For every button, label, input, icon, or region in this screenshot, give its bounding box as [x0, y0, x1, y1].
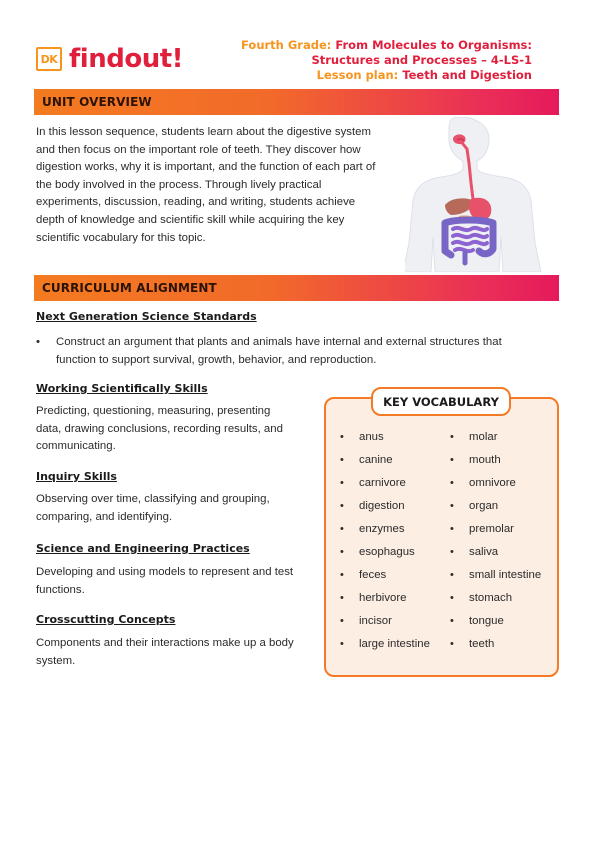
bullet-dot: • [450, 522, 454, 535]
wss-text: Predicting, questioning, measuring, presenting data, drawing conclusions, recording results, and communicating. [36, 405, 283, 453]
vocabulary-item [450, 563, 541, 586]
bullet-dot: • [450, 476, 454, 489]
vocabulary-term: saliva [469, 545, 499, 558]
vocabulary-item [340, 425, 430, 448]
bullet-dot: • [450, 499, 454, 512]
bullet-dot: • [340, 637, 344, 650]
bullet-dot: • [340, 499, 344, 512]
vocabulary-term: organ [469, 499, 499, 512]
unit-overview-text: In this lesson sequence, students learn about the digestive system and then focus on the important role of teeth. They discover how digestion works, why it is important, and the function of each part of the body involved in the process. Through lively practical experiments, discussion, reading, and writing, students achieve depth of knowledge and scientific skill while acquiring the key scientific vocabulary for this topic. [36, 126, 376, 244]
vocabulary-term: herbivore [359, 591, 407, 604]
vocabulary-item [450, 586, 541, 609]
bullet-dot: • [340, 476, 344, 489]
bullet-dot: • [340, 430, 344, 443]
bullet-dot: • [450, 453, 454, 466]
vocabulary-term: esophagus [359, 545, 415, 558]
vocabulary-item [340, 517, 430, 540]
ngss-bullet-text: Construct an argument that plants and animals have internal and external structures that function to support survival, growth, behavior, and reproduction. [56, 336, 502, 366]
vocabulary-item [450, 609, 541, 632]
ngss-bullet-item [36, 334, 536, 369]
bullet-dot: • [450, 637, 454, 650]
digestive-system-illustration [405, 117, 555, 272]
sep-heading: Science and Engineering Practices [36, 542, 250, 555]
vocabulary-item [340, 540, 430, 563]
vocabulary-term: tongue [469, 614, 504, 627]
vocabulary-term: carnivore [359, 476, 406, 489]
vocabulary-item [340, 586, 430, 609]
vocabulary-item [450, 517, 541, 540]
inquiry-heading: Inquiry Skills [36, 470, 117, 483]
vocabulary-item [340, 563, 430, 586]
vocabulary-column-1 [340, 425, 430, 655]
title-line-3: Lesson plan: Teeth and Digestion [316, 68, 532, 82]
vocabulary-term: incisor [359, 614, 392, 627]
bullet-dot: • [340, 545, 344, 558]
vocabulary-item [340, 471, 430, 494]
cc-heading: Crosscutting Concepts [36, 613, 176, 626]
bullet-dot: • [450, 568, 454, 581]
unit-overview-heading: UNIT OVERVIEW [42, 95, 152, 109]
key-vocabulary-title: KEY VOCABULARY [371, 387, 511, 416]
vocabulary-term: feces [359, 568, 387, 581]
curriculum-alignment-bar [34, 275, 559, 301]
vocabulary-term: stomach [469, 591, 513, 604]
wss-heading: Working Scientifically Skills [36, 382, 208, 395]
vocabulary-term: large intestine [359, 637, 430, 650]
vocabulary-item [450, 540, 541, 563]
vocabulary-item [450, 494, 541, 517]
bullet-dot: • [450, 545, 454, 558]
bullet-dot: • [340, 522, 344, 535]
title-line-1: Fourth Grade: From Molecules to Organisms: [241, 38, 532, 52]
curriculum-alignment-heading: CURRICULUM ALIGNMENT [42, 281, 217, 295]
bullet-dot: • [450, 614, 454, 627]
body-silhouette-icon [405, 117, 555, 272]
ngss-heading: Next Generation Science Standards [36, 310, 257, 323]
vocabulary-item [340, 494, 430, 517]
title-line-2: Structures and Processes – 4-LS-1 [311, 53, 532, 67]
vocabulary-term: teeth [469, 637, 495, 650]
bullet-dot: • [450, 591, 454, 604]
vocabulary-item [340, 632, 430, 655]
vocabulary-term: anus [359, 430, 384, 443]
cc-text: Components and their interactions make up a body system. [36, 637, 294, 667]
vocabulary-item [450, 425, 541, 448]
bullet-dot: • [340, 614, 344, 627]
logo-wordmark: findout! [69, 44, 184, 74]
bullet-dot: • [36, 336, 40, 348]
lesson-title-block [241, 38, 532, 83]
vocabulary-term: canine [359, 453, 393, 466]
findout-logo [36, 44, 183, 74]
bullet-dot: • [450, 430, 454, 443]
bullet-dot: • [340, 453, 344, 466]
vocabulary-column-2 [450, 425, 541, 655]
vocabulary-item [340, 448, 430, 471]
sep-text: Developing and using models to represent and test functions. [36, 566, 294, 596]
vocabulary-term: omnivore [469, 476, 516, 489]
vocabulary-term: mouth [469, 453, 501, 466]
bullet-dot: • [340, 591, 344, 604]
vocabulary-term: molar [469, 430, 498, 443]
vocabulary-item [450, 632, 541, 655]
vocabulary-term: small intestine [469, 568, 542, 581]
vocabulary-item [450, 448, 541, 471]
vocabulary-item [450, 471, 541, 494]
inquiry-text: Observing over time, classifying and grouping, comparing, and identifying. [36, 493, 270, 523]
vocabulary-term: enzymes [359, 522, 405, 535]
unit-overview-bar [34, 89, 559, 115]
vocabulary-term: premolar [469, 522, 514, 535]
vocabulary-item [340, 609, 430, 632]
dk-logo-mark: DK [36, 47, 62, 71]
vocabulary-term: digestion [359, 499, 405, 512]
bullet-dot: • [340, 568, 344, 581]
